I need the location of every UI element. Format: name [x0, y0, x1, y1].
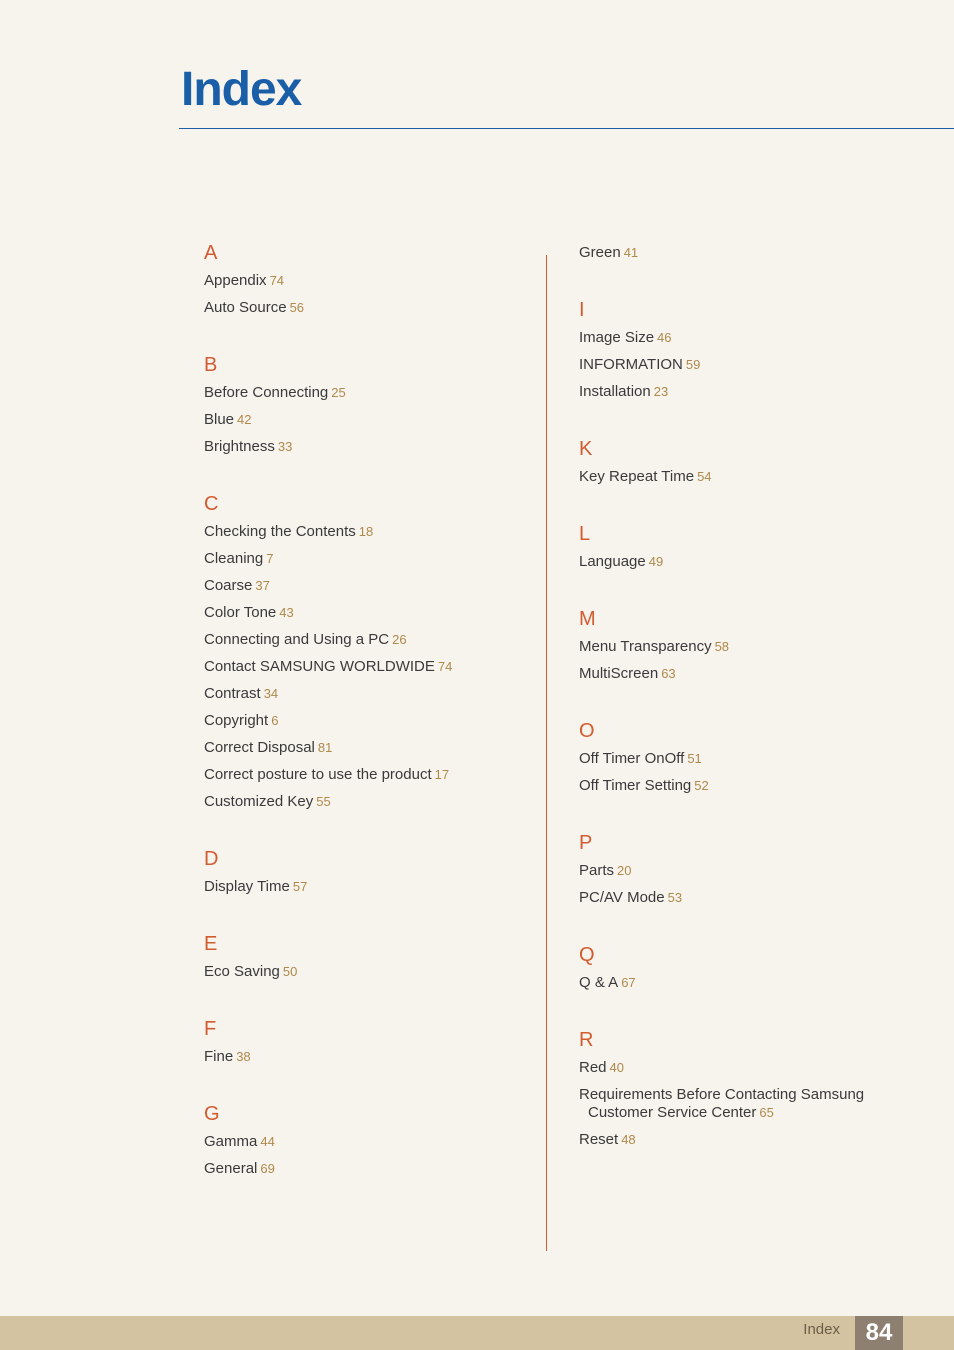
- index-group: [204, 1101, 534, 1183]
- index-entry[interactable]: [204, 874, 534, 901]
- index-entry[interactable]: [204, 600, 534, 627]
- index-entry-page-ref[interactable]: 42: [237, 412, 252, 427]
- index-group: [579, 718, 919, 800]
- index-entry-page-ref[interactable]: 40: [609, 1060, 624, 1075]
- index-letter-heading: E: [204, 933, 218, 955]
- index-entry-term: Display Time: [204, 878, 290, 895]
- index-entry[interactable]: [579, 634, 919, 661]
- index-entry-page-ref[interactable]: 58: [714, 639, 730, 654]
- index-entry-page-ref[interactable]: 69: [260, 1161, 275, 1176]
- index-entry[interactable]: [579, 240, 919, 267]
- index-entry-page-ref[interactable]: 33: [277, 439, 293, 454]
- index-group: [579, 521, 919, 576]
- index-entry[interactable]: [204, 959, 534, 986]
- index-entry[interactable]: [204, 708, 534, 735]
- index-entry[interactable]: [204, 268, 534, 295]
- index-entry-page-ref[interactable]: 48: [621, 1132, 636, 1147]
- index-entry-term-continuation: Customer Service Center: [588, 1104, 757, 1121]
- index-entry-page-ref[interactable]: 74: [437, 659, 453, 674]
- index-entry[interactable]: [579, 746, 919, 773]
- index-entry[interactable]: [204, 519, 534, 546]
- index-entry-page-ref[interactable]: 25: [331, 385, 346, 400]
- index-entry-page-ref[interactable]: 49: [648, 554, 664, 569]
- index-letter-heading: L: [579, 523, 591, 545]
- index-group: [579, 240, 919, 267]
- index-group: [579, 830, 919, 912]
- index-entry-term: Copyright: [204, 712, 269, 729]
- index-entry-page-ref[interactable]: 7: [266, 551, 274, 566]
- title-rule: [179, 128, 954, 129]
- index-entry-page-ref[interactable]: 38: [236, 1049, 251, 1064]
- index-entry-page-ref[interactable]: 55: [316, 794, 331, 809]
- index-group: [579, 606, 919, 688]
- index-entry-term: Image Size: [579, 329, 655, 346]
- index-entry[interactable]: [579, 325, 919, 352]
- index-entry-term: Cleaning: [204, 550, 264, 567]
- index-entry[interactable]: [579, 1127, 919, 1154]
- index-entry[interactable]: [204, 762, 534, 789]
- index-entry-page-ref[interactable]: 23: [653, 384, 669, 399]
- index-entry-page-ref[interactable]: 74: [269, 273, 285, 288]
- index-entry[interactable]: [204, 407, 534, 434]
- index-group: [579, 436, 919, 491]
- index-letter-heading: B: [204, 354, 218, 376]
- index-entry[interactable]: [579, 885, 919, 912]
- index-entry-page-ref[interactable]: 65: [759, 1105, 774, 1120]
- index-entry-term: Appendix: [204, 272, 267, 289]
- index-entry-term: Green: [579, 244, 621, 261]
- index-entry-term: Parts: [579, 862, 615, 879]
- index-group: [204, 240, 534, 322]
- index-entry-term: Brightness: [204, 438, 275, 455]
- index-entry-term: Red: [579, 1059, 607, 1076]
- index-entry[interactable]: [204, 735, 534, 762]
- index-entry[interactable]: [204, 627, 534, 654]
- index-letter-heading: Q: [579, 944, 595, 966]
- index-group: [579, 1027, 919, 1154]
- index-entry[interactable]: [579, 464, 919, 491]
- index-entry[interactable]: [579, 549, 919, 576]
- index-entry-term: Contrast: [204, 685, 261, 702]
- index-letter-heading: I: [579, 299, 585, 321]
- index-entry-term: Key Repeat Time: [579, 468, 695, 485]
- index-entry[interactable]: [204, 1129, 534, 1156]
- index-entry-term: MultiScreen: [579, 665, 659, 682]
- index-entry[interactable]: [204, 681, 534, 708]
- index-entry-page-ref[interactable]: 54: [697, 469, 712, 484]
- index-letter-heading: M: [579, 608, 596, 630]
- footer-page-number: 84: [855, 1316, 903, 1350]
- index-entry-page-ref[interactable]: 44: [260, 1134, 275, 1149]
- index-entry-term: Off Timer Setting: [579, 777, 692, 794]
- index-entry-term: Before Connecting: [204, 384, 329, 401]
- index-letter-heading: C: [204, 493, 219, 515]
- index-entry-term: Color Tone: [204, 604, 277, 621]
- index-entry-page-ref[interactable]: 26: [392, 632, 407, 647]
- index-entry-term: Fine: [204, 1048, 234, 1065]
- index-entry[interactable]: [204, 789, 534, 816]
- index-entry-page-ref[interactable]: 20: [617, 863, 632, 878]
- index-entry-term: Installation: [579, 383, 651, 400]
- index-entry-term: Language: [579, 553, 646, 570]
- index-letter-heading: K: [579, 438, 593, 460]
- index-entry-term: Eco Saving: [204, 963, 280, 980]
- index-entry-term: Blue: [204, 411, 235, 428]
- index-group: [204, 491, 534, 816]
- index-entry-page-ref[interactable]: 41: [623, 245, 639, 260]
- index-entry-term: Correct posture to use the product: [204, 766, 432, 783]
- index-entry-term: Connecting and Using a PC: [204, 631, 390, 648]
- index-letter-heading: F: [204, 1018, 217, 1040]
- index-entry[interactable]: [579, 661, 919, 688]
- index-entry-page-ref[interactable]: 57: [292, 879, 308, 894]
- index-entry[interactable]: [579, 773, 919, 800]
- index-entry-term-continued: [579, 1104, 919, 1122]
- index-letter-heading: R: [579, 1029, 594, 1051]
- index-entry[interactable]: [204, 1156, 534, 1183]
- index-entry-page-ref[interactable]: 81: [317, 740, 333, 755]
- index-entry-term: Auto Source: [204, 299, 287, 316]
- index-entry-term: Requirements Before Contacting Samsung: [579, 1086, 865, 1103]
- index-entry-term: General: [204, 1160, 258, 1177]
- index-column-right: [579, 240, 919, 1184]
- index-entry-page-ref[interactable]: 50: [282, 964, 298, 979]
- index-entry-page-ref[interactable]: 51: [687, 751, 702, 766]
- index-entry-page-ref[interactable]: 46: [657, 330, 672, 345]
- index-entry-page-ref[interactable]: 63: [661, 666, 676, 681]
- index-entry-page-ref[interactable]: 43: [279, 605, 294, 620]
- index-entry-page-ref[interactable]: 59: [685, 357, 701, 372]
- index-entry-term: Correct Disposal: [204, 739, 315, 756]
- index-entry-page-ref[interactable]: 17: [434, 767, 450, 782]
- index-entry-page-ref[interactable]: 67: [621, 975, 636, 990]
- index-entry-term: Customized Key: [204, 793, 314, 810]
- index-entry[interactable]: [204, 573, 534, 600]
- index-group: [204, 352, 534, 461]
- index-letter-heading: P: [579, 832, 593, 854]
- index-entry[interactable]: [204, 654, 534, 681]
- index-group: [579, 297, 919, 406]
- index-entry-term: Off Timer OnOff: [579, 750, 685, 767]
- index-entry[interactable]: [204, 380, 534, 407]
- footer-section-label: Index: [803, 1321, 840, 1338]
- index-letter-heading: D: [204, 848, 219, 870]
- index-entry-term: Checking the Contents: [204, 523, 356, 540]
- index-entry[interactable]: [204, 1044, 534, 1071]
- index-entry-term: Reset: [579, 1131, 619, 1148]
- index-entry[interactable]: [579, 970, 919, 997]
- index-entry[interactable]: [204, 434, 534, 461]
- index-letter-heading: A: [204, 242, 218, 264]
- index-entry-term: PC/AV Mode: [579, 889, 665, 906]
- index-entry-page-ref[interactable]: 18: [358, 524, 374, 539]
- index-entry-page-ref[interactable]: 6: [271, 713, 279, 728]
- index-entry-page-ref[interactable]: 34: [263, 686, 279, 701]
- index-column-left: [204, 240, 534, 1213]
- index-entry[interactable]: [579, 858, 919, 885]
- index-entry-page-ref[interactable]: 56: [289, 300, 305, 315]
- index-entry-term: Coarse: [204, 577, 253, 594]
- index-entry-page-ref[interactable]: 52: [694, 778, 709, 793]
- index-letter-heading: G: [204, 1103, 220, 1125]
- index-group: [204, 846, 534, 901]
- index-entry[interactable]: [579, 352, 919, 379]
- index-group: [204, 1016, 534, 1071]
- index-entry-term: Q & A: [579, 974, 619, 991]
- index-entry[interactable]: [204, 546, 534, 573]
- index-entry-term: Contact SAMSUNG WORLDWIDE: [204, 658, 435, 675]
- column-divider: [546, 255, 547, 1251]
- index-entry[interactable]: [579, 1055, 919, 1082]
- index-entry-page-ref[interactable]: 37: [255, 578, 270, 593]
- index-entry-term: Menu Transparency: [579, 638, 712, 655]
- index-entry-term: Gamma: [204, 1133, 258, 1150]
- index-entry[interactable]: [579, 1082, 919, 1127]
- index-letter-heading: O: [579, 720, 595, 742]
- index-entry-page-ref[interactable]: 53: [667, 890, 683, 905]
- index-group: [579, 942, 919, 997]
- page-title: Index: [181, 63, 302, 116]
- index-entry[interactable]: [579, 379, 919, 406]
- index-group: [204, 931, 534, 986]
- index-entry-term: INFORMATION: [579, 356, 683, 373]
- index-entry[interactable]: [204, 295, 534, 322]
